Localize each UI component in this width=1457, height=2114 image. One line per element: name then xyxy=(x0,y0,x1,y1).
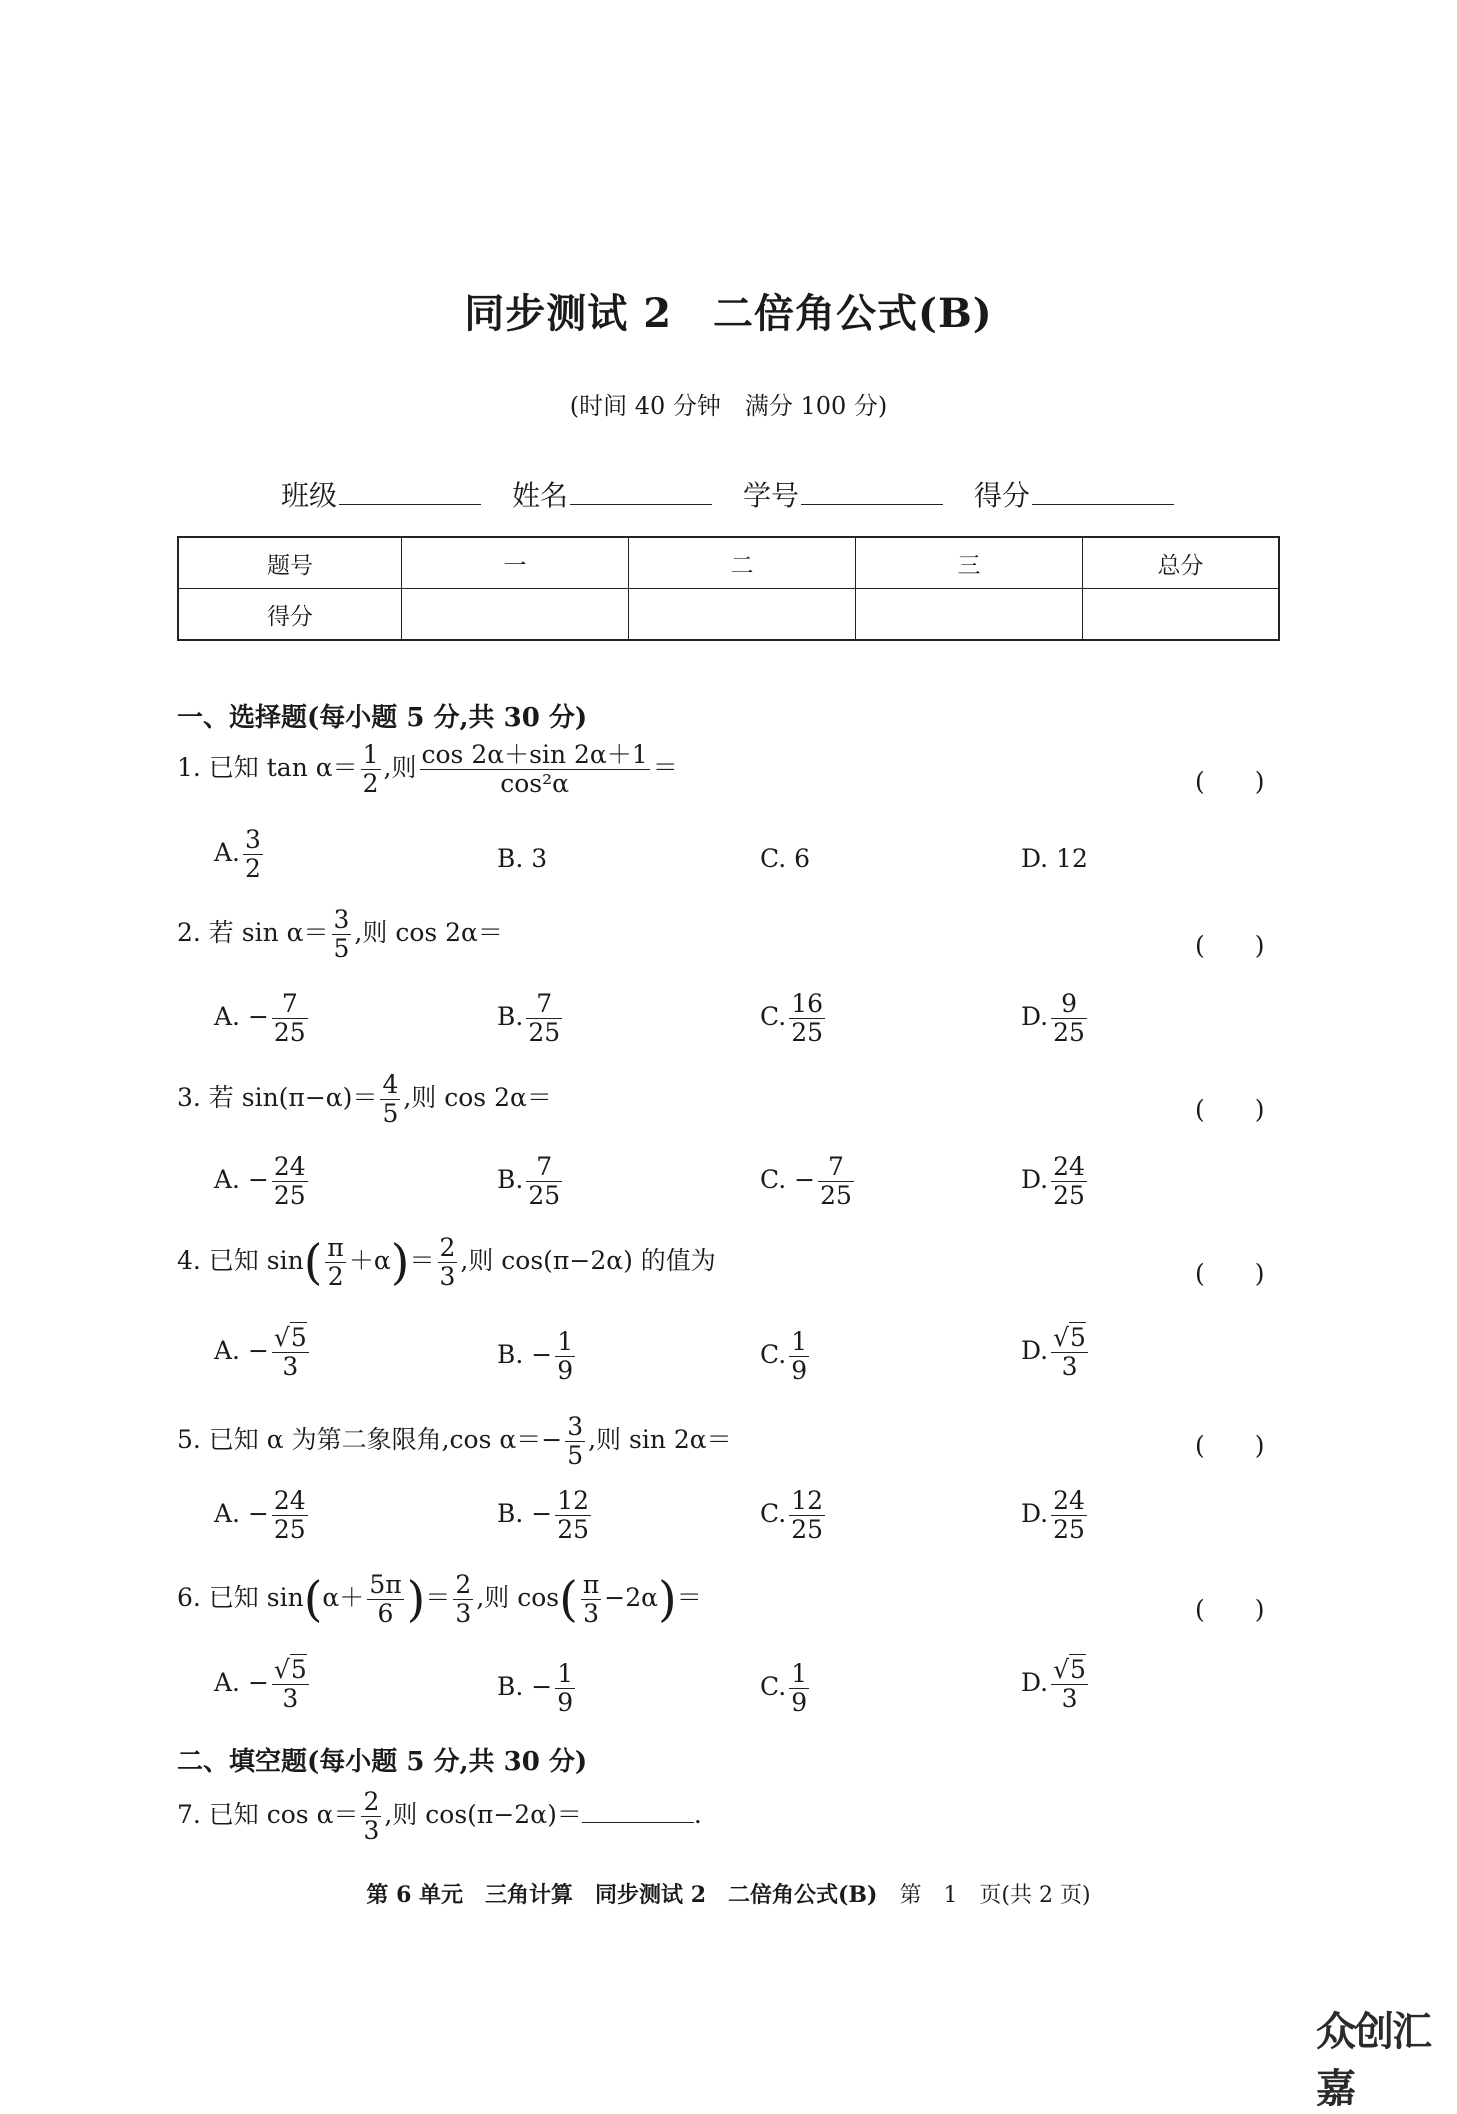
answer-parentheses[interactable]: ( ) xyxy=(1195,1595,1265,1624)
answer-parentheses[interactable]: ( ) xyxy=(1195,1095,1265,1124)
name-field[interactable]: 姓名 xyxy=(512,474,712,514)
answer-parentheses[interactable]: ( ) xyxy=(1195,931,1265,960)
class-field[interactable]: 班级 xyxy=(281,474,481,514)
watermark-logo: 众创汇嘉 xyxy=(1316,2009,1430,2112)
option-c[interactable]: C. − $\frac{7}{25}$ xyxy=(760,1152,852,1210)
table-cell: 一 xyxy=(402,537,629,589)
table-cell: 二 xyxy=(629,537,856,589)
question-3: 3. 若 sin(π−α)＝ $\frac{4}{5}$ ,则 cos 2α＝ xyxy=(177,1070,552,1128)
question-2: 2. 若 sin α＝ $\frac{3}{5}$ ,则 cos 2α＝ xyxy=(177,905,503,963)
question-7: 7. 已知 cos α＝ $\frac{2}{3}$ ,则 cos(π−2α)＝ . xyxy=(177,1787,702,1845)
section-heading-choice: 一、选择题(每小题 5 分,共 30 分) xyxy=(177,703,588,733)
table-cell: 三 xyxy=(856,537,1083,589)
option-c[interactable]: C. $\frac{12}{25}$ xyxy=(760,1486,823,1544)
score-field[interactable]: 得分 xyxy=(974,474,1174,514)
option-b[interactable]: B. − $\frac{12}{25}$ xyxy=(497,1486,590,1544)
question-6: 6. 已知 sin(α＋ $\frac{5\pi}{6}$ )＝ $\frac{2}{3}$ ,则 cos( $\frac{\pi}{3}$ −2α)＝ xyxy=(177,1570,702,1628)
score-input-cell[interactable] xyxy=(629,589,856,641)
answer-parentheses[interactable]: ( ) xyxy=(1195,1259,1265,1288)
student-id-field[interactable]: 学号 xyxy=(743,474,943,514)
table-cell: 得分 xyxy=(178,589,402,641)
question-4: 4. 已知 sin( $\frac{\pi}{2}$ ＋α)＝ $\frac{2}{3}$ ,则 cos(π−2α) 的值为 xyxy=(177,1233,716,1291)
option-c[interactable]: C. $\frac{1}{9}$ xyxy=(760,1327,808,1385)
option-b[interactable]: B. $\frac{7}{25}$ xyxy=(497,1152,561,1210)
page-title: 同步测试 2 二倍角公式(B) xyxy=(464,290,993,337)
option-a[interactable]: A. − $\frac{24}{25}$ xyxy=(214,1486,306,1544)
table-cell: 总分 xyxy=(1083,537,1280,589)
option-c[interactable]: C. 6 xyxy=(760,844,811,873)
score-table xyxy=(177,536,1280,641)
answer-blank[interactable] xyxy=(582,1800,694,1823)
option-a[interactable]: A. $\frac{3}{2}$ xyxy=(214,825,261,883)
option-a[interactable]: A. − $\frac{√5}{3}$ xyxy=(214,1655,307,1713)
option-d[interactable]: D. $\frac{9}{25}$ xyxy=(1021,989,1085,1047)
exam-time-info: (时间 40 分钟 满分 100 分) xyxy=(569,392,888,420)
option-b[interactable]: B. − $\frac{1}{9}$ xyxy=(497,1659,574,1717)
table-row xyxy=(178,589,1279,641)
option-d[interactable]: D. $\frac{24}{25}$ xyxy=(1021,1486,1085,1544)
option-d[interactable]: D. $\frac{24}{25}$ xyxy=(1021,1152,1085,1210)
answer-parentheses[interactable]: ( ) xyxy=(1195,767,1265,796)
score-input-cell[interactable] xyxy=(1083,589,1280,641)
option-d[interactable]: D. $\frac{√5}{3}$ xyxy=(1021,1655,1086,1713)
question-5: 5. 已知 α 为第二象限角,cos α＝− $\frac{3}{5}$ ,则 sin 2α＝ xyxy=(177,1412,732,1470)
table-cell: 题号 xyxy=(178,537,402,589)
option-a[interactable]: A. − $\frac{7}{25}$ xyxy=(214,989,306,1047)
option-c[interactable]: C. $\frac{16}{25}$ xyxy=(760,989,823,1047)
section-heading-fill: 二、填空题(每小题 5 分,共 30 分) xyxy=(177,1747,588,1777)
option-d[interactable]: D. 12 xyxy=(1021,844,1088,873)
option-b[interactable]: B. $\frac{7}{25}$ xyxy=(497,989,561,1047)
page-footer: 第 6 单元 三角计算 同步测试 2 二倍角公式(B) 第 1 页(共 2 页) xyxy=(366,1882,1091,1908)
score-input-cell[interactable] xyxy=(856,589,1083,641)
question-1: 1. 已知 tan α＝ $\frac{1}{2}$ ,则 $\frac{\cos 2\alpha+\sin 2\alpha+1}{\text{cos²α}}$ ＝ xyxy=(177,740,678,798)
table-row xyxy=(178,537,1279,589)
option-b[interactable]: B. − $\frac{1}{9}$ xyxy=(497,1327,574,1385)
option-a[interactable]: A. − $\frac{√5}{3}$ xyxy=(214,1323,307,1381)
option-b[interactable]: B. 3 xyxy=(497,844,548,873)
score-input-cell[interactable] xyxy=(402,589,629,641)
option-c[interactable]: C. $\frac{1}{9}$ xyxy=(760,1659,808,1717)
option-d[interactable]: D. $\frac{√5}{3}$ xyxy=(1021,1323,1086,1381)
answer-parentheses[interactable]: ( ) xyxy=(1195,1431,1265,1460)
option-a[interactable]: A. − $\frac{24}{25}$ xyxy=(214,1152,306,1210)
